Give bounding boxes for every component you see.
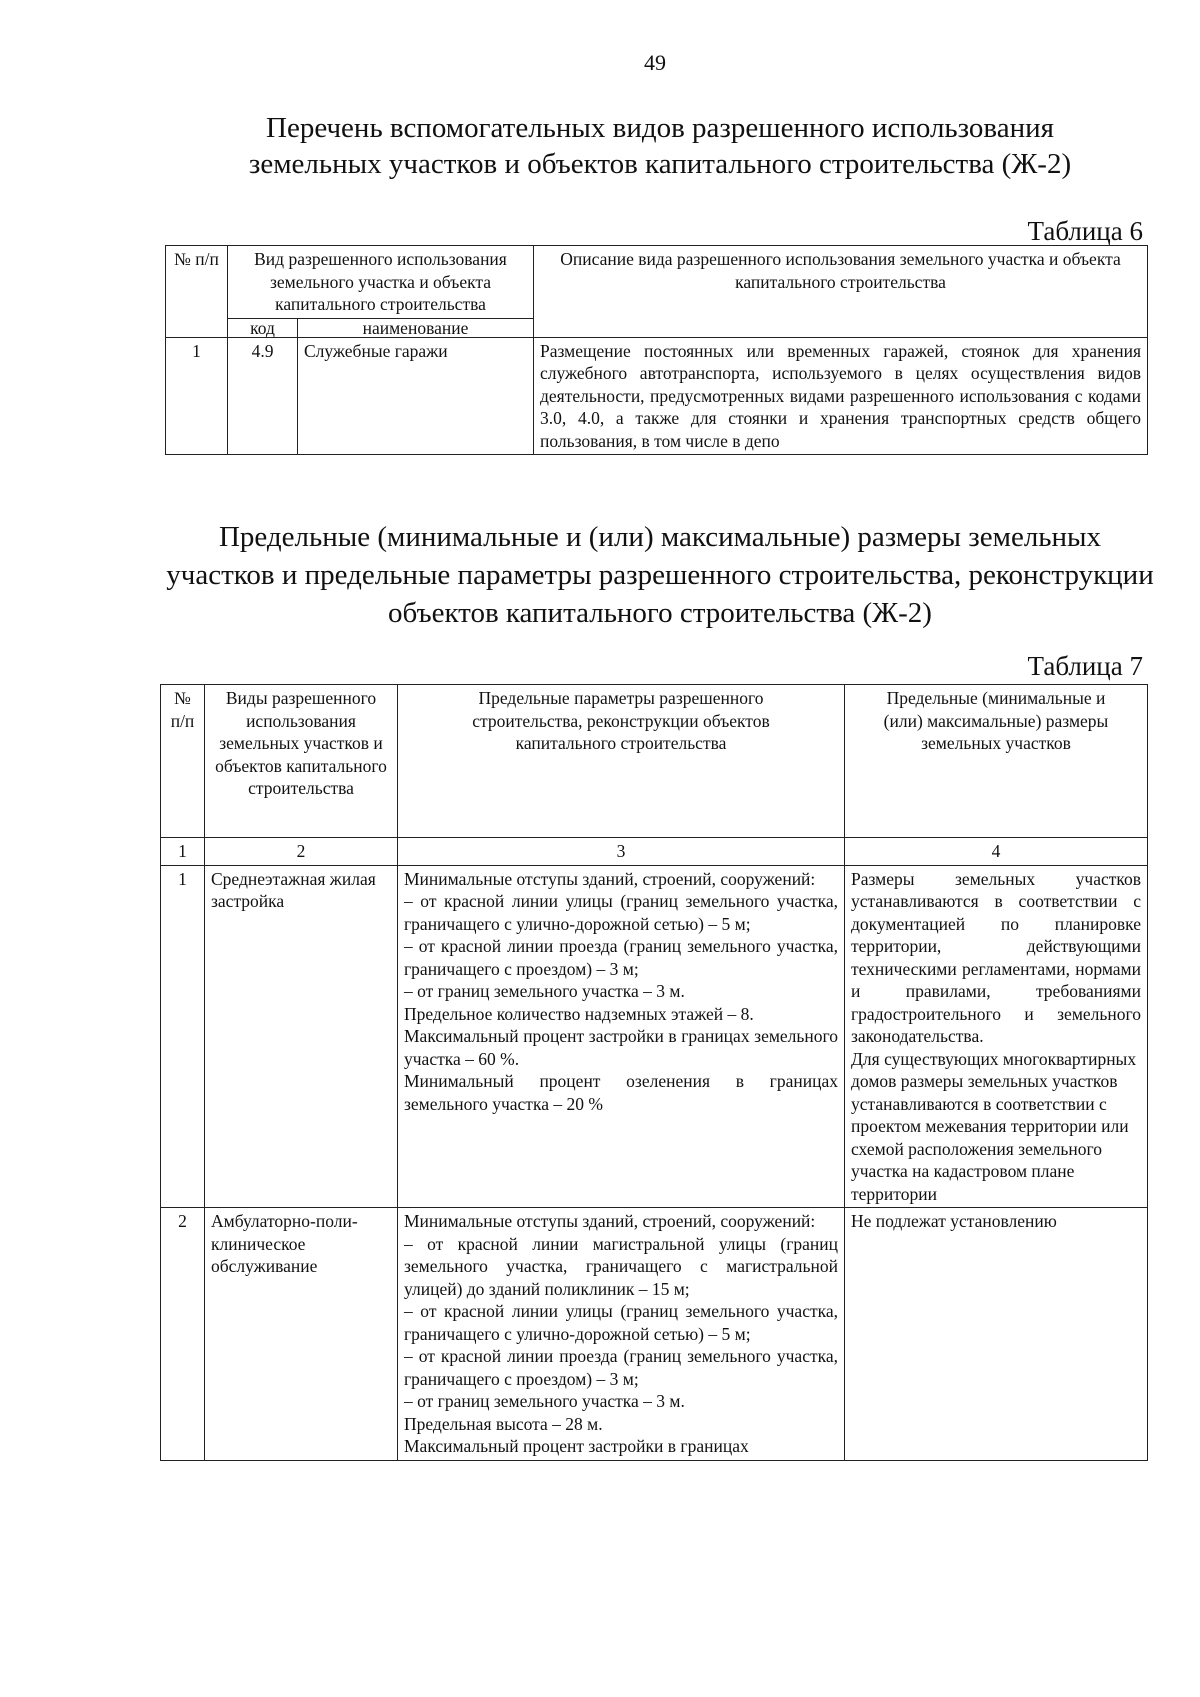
table7-caption: Таблица 7	[1027, 651, 1143, 681]
table6-header-code: код	[228, 318, 298, 337]
table7-cell-kind: Среднеэтажная жилая застройка	[205, 865, 398, 1208]
param-line: – от границ земельного участка – 3 м.	[404, 981, 685, 1001]
table7	[160, 684, 1148, 1461]
table7-cell-num: 2	[161, 1208, 205, 1461]
param-line: Минимальные отступы зданий, строений, сооружений:	[404, 1211, 816, 1231]
table-row	[161, 865, 1148, 1208]
table-row	[161, 1208, 1148, 1461]
table7-cell-num: 1	[161, 865, 205, 1208]
table7-cell-sizes	[845, 865, 1148, 1208]
table6-heading-line: Перечень вспомогательных видов разрешенного использования	[266, 112, 1054, 144]
table7-cell-sizes	[845, 1208, 1148, 1461]
param-line: – от красной линии улицы (границ земельного участка, граничащего с улично-дорожной сетью) – 5 м;	[404, 891, 838, 934]
table7-column-number: 1	[161, 838, 205, 866]
table7-header-num: № п/п	[161, 685, 205, 838]
table7-header-row	[161, 685, 1148, 838]
table6-cell-name: Служебные гаражи	[298, 337, 534, 455]
param-line: Минимальные отступы зданий, строений, сооружений:	[404, 868, 816, 889]
table7-column-number: 3	[398, 838, 845, 866]
param-line: – от границ земельного участка – 3 м.	[404, 1391, 685, 1411]
table6-header-row	[166, 246, 1148, 319]
param-line: – от красной линии магистральной улицы (границ земельного участка, граничащего с магистральной улицей) до зданий поликлиник – 15 м;	[404, 1233, 838, 1299]
size-paragraph: Размеры земельных участков устанавливаются в соответствии с документацией по планировке территории, действующими техническими регламентами, нормами и правилами, требованиями градостроительного и земельного законодательства.	[851, 868, 1141, 1046]
param-line: Предельная высота – 28 м.	[404, 1413, 603, 1434]
param-line: – от красной линии проезда (границ земельного участка, граничащего с проездом) – 3 м;	[404, 1346, 838, 1389]
table6-heading	[160, 110, 1160, 182]
table6-cell-num: 1	[166, 337, 228, 455]
table-row	[166, 337, 1148, 455]
table6-header-name: наименование	[298, 318, 534, 337]
page-number: 49	[644, 50, 666, 75]
param-line: – от красной линии улицы (границ земельного участка, граничащего с улично-дорожной сетью) – 5 м;	[404, 1301, 838, 1344]
table7-heading-line: объектов капитального строительства (Ж-2)	[388, 597, 932, 629]
size-paragraph: Для существующих многоквартирных домов размеры земельных участков устанавливаются в соответствии с проектом межевания территории или схемой расположения земельного участка на кадастровом плане территории	[851, 1048, 1137, 1204]
param-line: Максимальный процент застройки в границах земельного участка – 60 %.	[404, 1026, 838, 1069]
table7-column-number: 4	[845, 838, 1148, 866]
param-line: – от красной линии проезда (границ земельного участка, граничащего с проездом) – 3 м;	[404, 936, 838, 979]
table6-header-num: № п/п	[166, 246, 228, 338]
table6-header-description: Описание вида разрешенного использования земельного участка и объекта капитального строительства	[534, 246, 1148, 338]
table6-heading-line: земельных участков и объектов капитального строительства (Ж-2)	[248, 148, 1072, 180]
table6	[165, 245, 1148, 455]
table7-heading-line: участков и предельные параметры разрешенного строительства, реконструкции	[166, 559, 1154, 591]
table6-caption: Таблица 6	[1027, 216, 1143, 246]
param-line: Минимальный процент озеленения в границах земельного участка – 20 %	[404, 1071, 838, 1114]
table7-cell-params	[398, 865, 845, 1208]
table7-heading-line: Предельные (минимальные и (или) максимальные) размеры земельных	[218, 521, 1102, 553]
table7-cell-params	[398, 1208, 845, 1461]
param-line: Максимальный процент застройки в границах	[404, 1436, 749, 1456]
table6-header-kind: Вид разрешенного использования земельного участка и объекта капитального строительства	[228, 246, 534, 319]
table7-cell-kind: Амбулаторно-поли-клиническое обслуживание	[205, 1208, 398, 1461]
table7-column-number: 2	[205, 838, 398, 866]
size-paragraph: Не подлежат установлению	[851, 1211, 1057, 1231]
table7-header-kinds: Виды разрешенного использования земельных участков и объектов капитального строительства	[205, 685, 398, 838]
table6-cell-code: 4.9	[228, 337, 298, 455]
table6-cell-description: Размещение постоянных или временных гаражей, стоянок для хранения служебного автотранспорта, используемого в целях осуществления видов деятельности, предусмотренных видами разрешенного использования с кодами 3.0, 4.0, а также для стоянки и хранения транспортных средств общего пользования, в том числе в депо	[534, 337, 1148, 455]
table7-column-number-row	[161, 838, 1148, 866]
table7-header-params: Предельные параметры разрешенного строительства, реконструкции объектов капитального строительства	[398, 685, 845, 838]
table7-heading	[155, 518, 1165, 632]
table7-header-sizes: Предельные (минимальные и (или) максимальные) размеры земельных участков	[845, 685, 1148, 838]
param-line: Предельное количество надземных этажей – 8.	[404, 1003, 754, 1024]
